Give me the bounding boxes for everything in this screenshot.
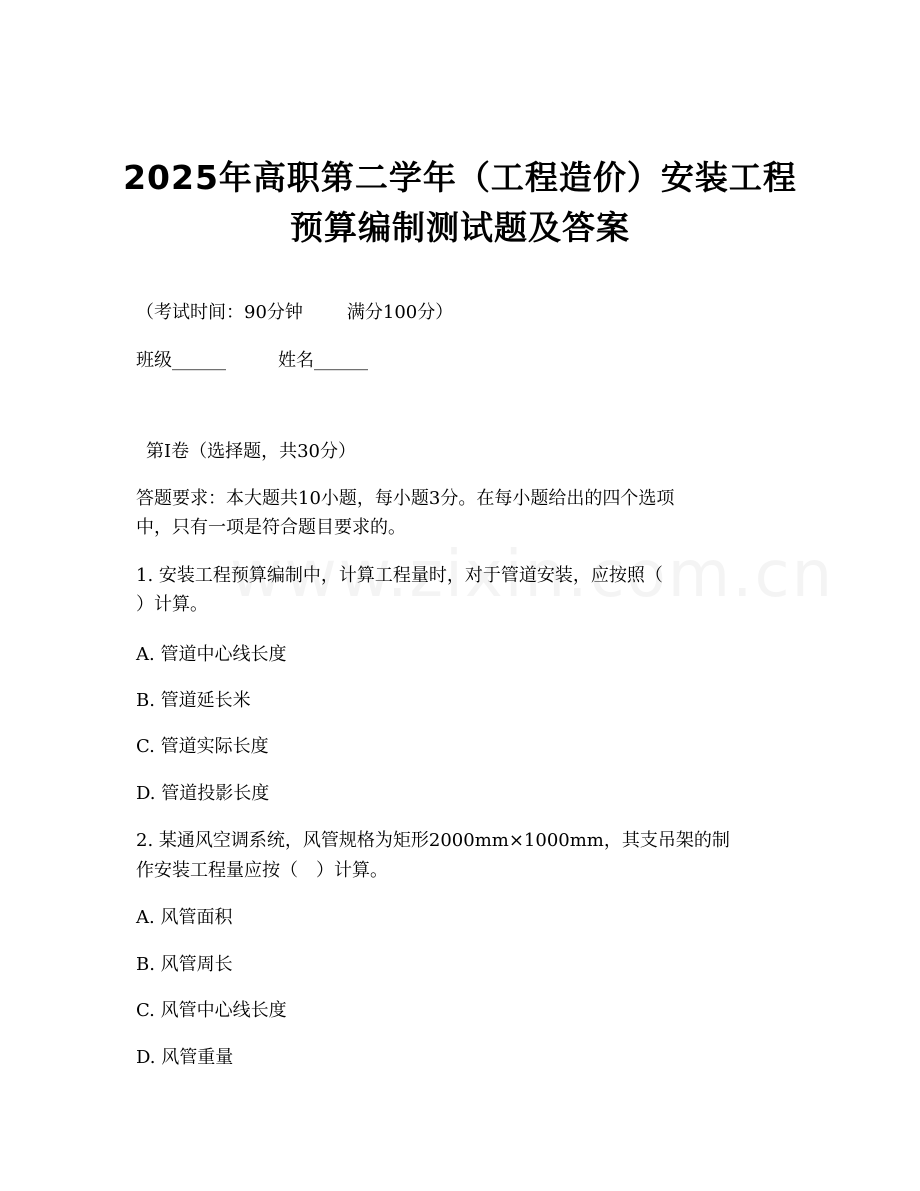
name-field: 姓名______: [278, 350, 368, 371]
student-info: [136, 349, 368, 373]
class-field: 班级______: [136, 350, 226, 371]
document-title-line-2: 预算编制测试题及答案: [290, 208, 630, 247]
question-1-option-d: D. 管道投影长度: [136, 783, 270, 804]
instruction-line-1: 答题要求：本大题共10小题，每小题3分。在每小题给出的四个选项: [136, 488, 675, 509]
question-1-stem-line-1: 1. 安装工程预算编制中，计算工程量时，对于管道安装，应按照（: [136, 565, 663, 586]
question-1-option-a: A. 管道中心线长度: [136, 644, 287, 665]
section-heading: 第Ⅰ卷（选择题，共30分）: [146, 441, 357, 462]
question-1-option-b: B. 管道延长米: [136, 690, 251, 711]
question-2-option-c: C. 风管中心线长度: [136, 1000, 287, 1021]
exam-time: （考试时间：90分钟: [136, 302, 303, 323]
question-2-option-d: D. 风管重量: [136, 1047, 234, 1068]
question-2-option-b: B. 风管周长: [136, 954, 233, 975]
exam-info: [136, 301, 453, 325]
question-2-option-a: A. 风管面积: [136, 907, 233, 928]
question-2-stem-line-1: 2. 某通风空调系统，风管规格为矩形2000mm×1000mm，其支吊架的制: [136, 830, 730, 851]
question-2-stem-line-2: 作安装工程量应按（ ）计算。: [136, 860, 388, 881]
question-1-stem-line-2: ）计算。: [136, 594, 208, 615]
question-1-option-c: C. 管道实际长度: [136, 736, 269, 757]
instruction-line-2: 中，只有一项是符合题目要求的。: [136, 517, 406, 538]
document-title-line-1: 2025年高职第二学年（工程造价）安装工程: [123, 158, 797, 197]
exam-full-score: 满分100分）: [346, 302, 454, 323]
